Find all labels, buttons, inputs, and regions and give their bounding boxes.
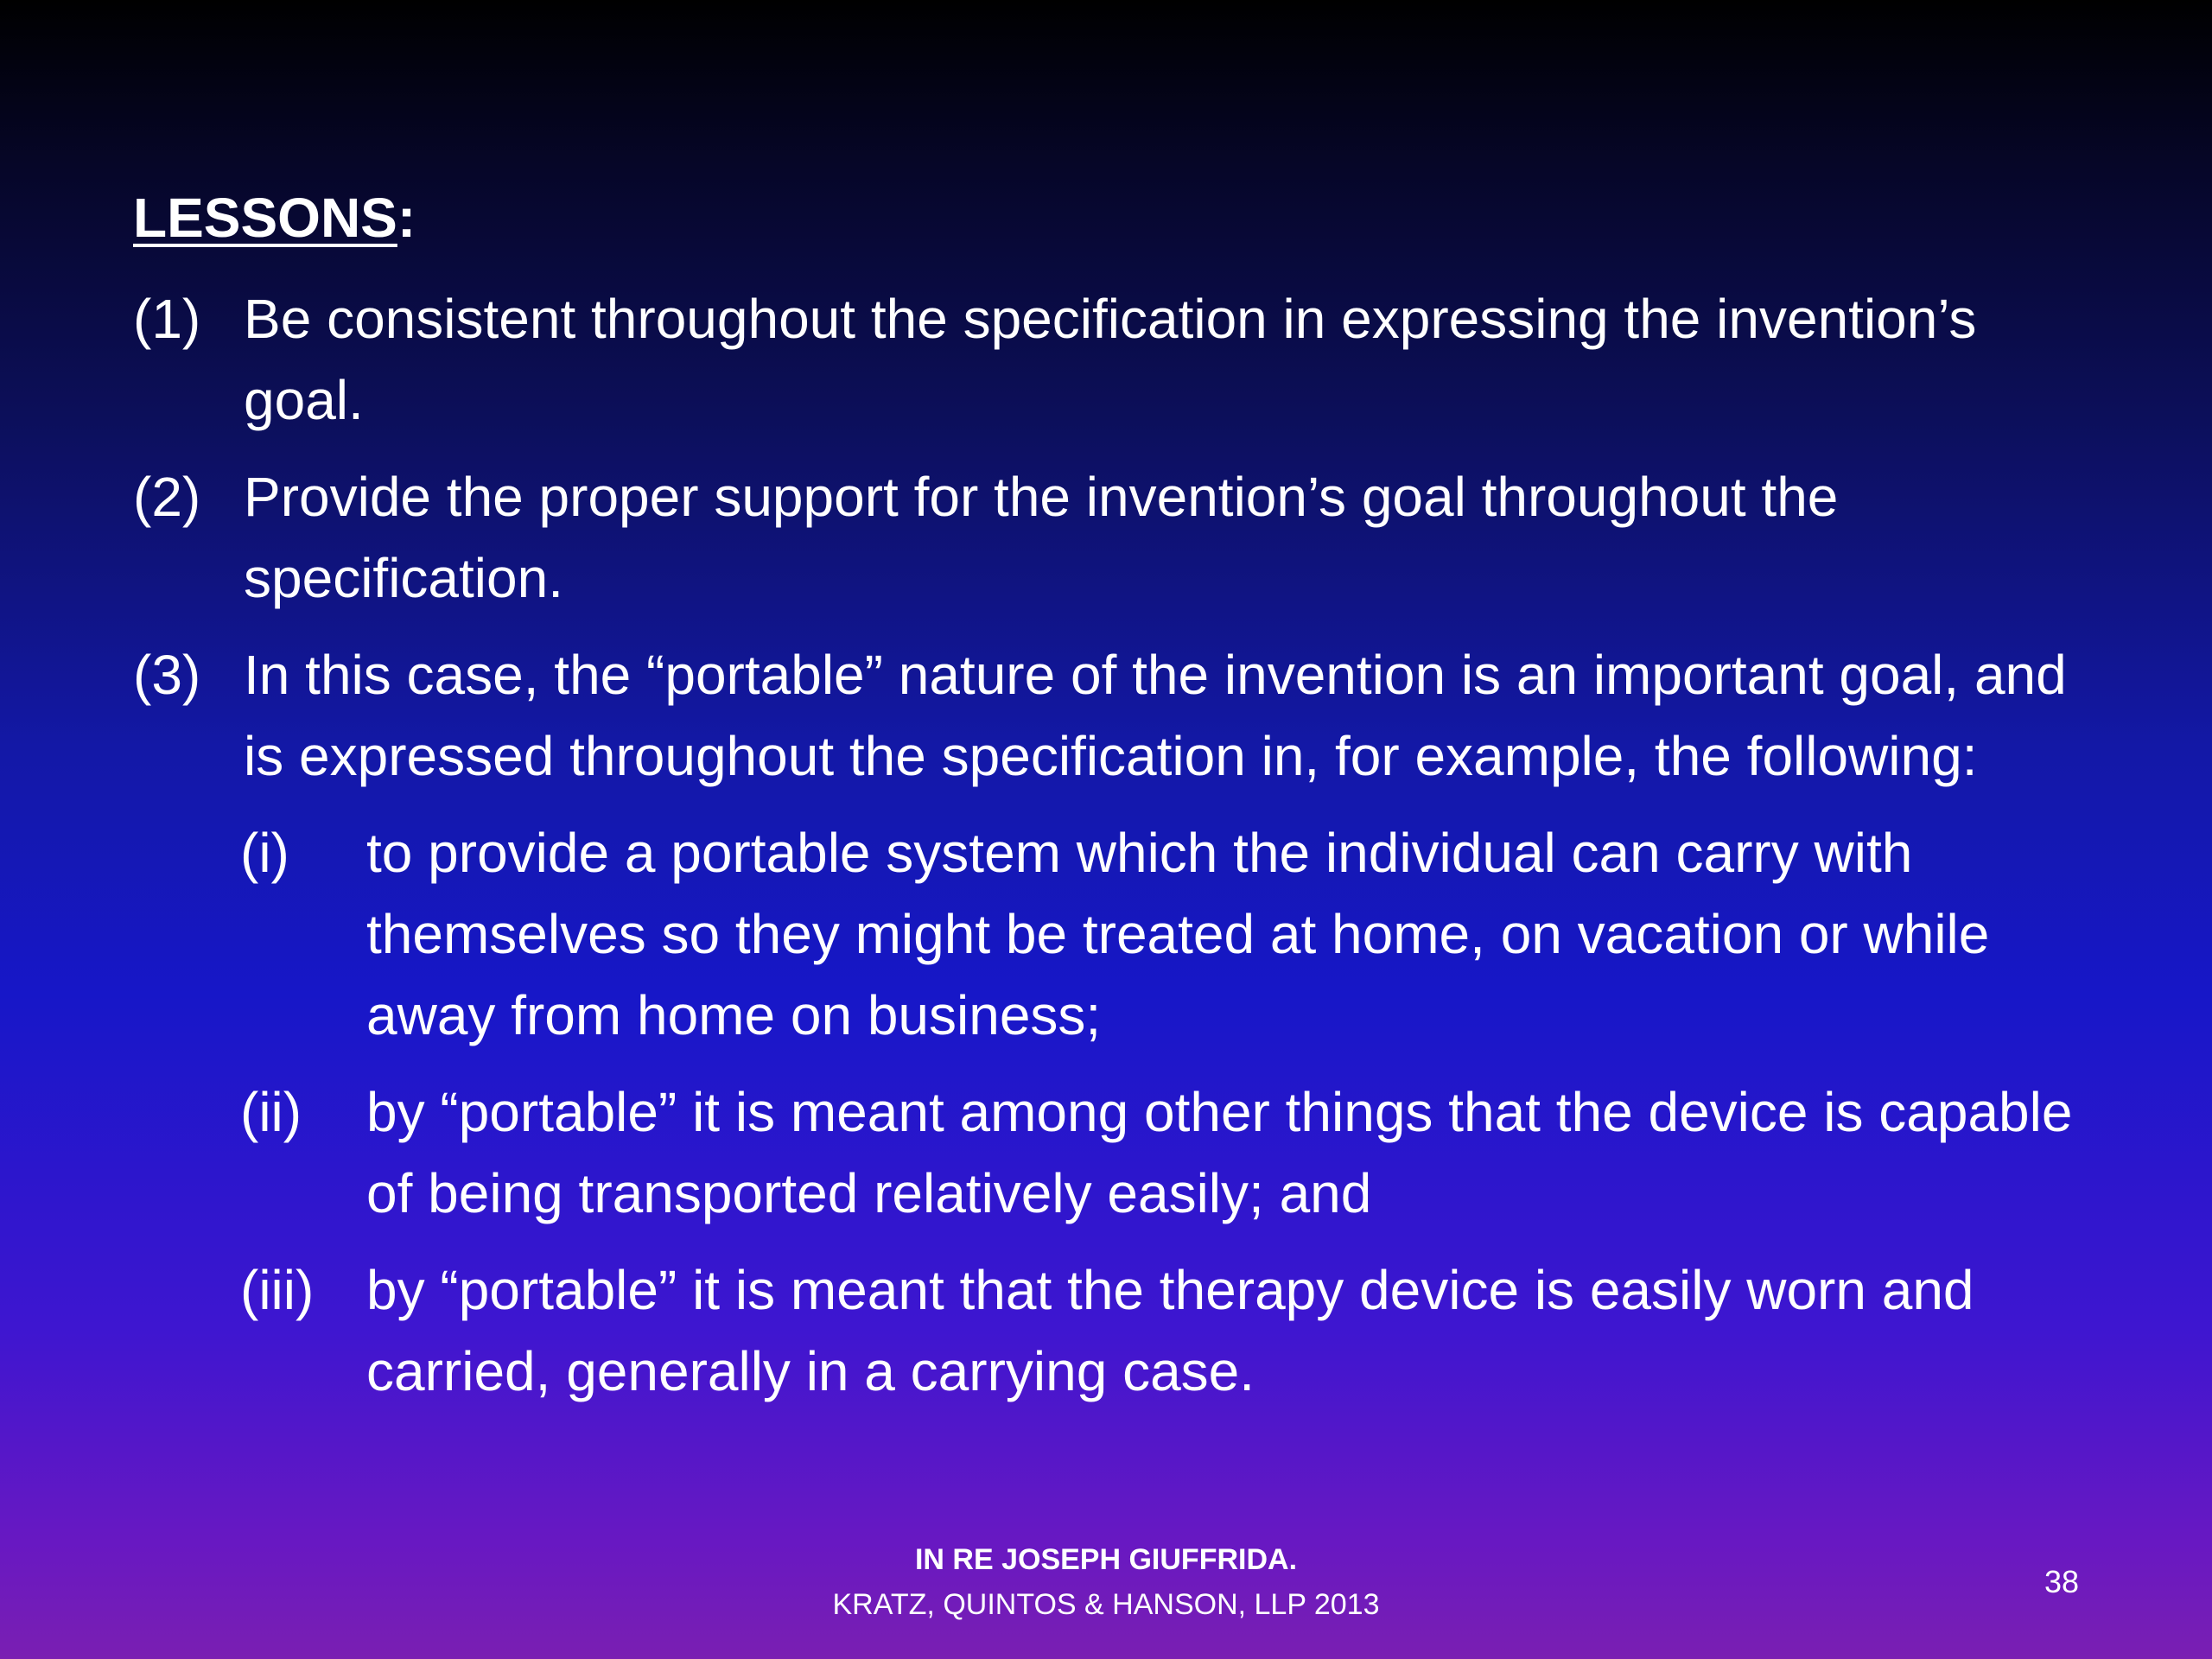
subitem-text: by “portable” it is meant among other things that the device is capable of being transported relatively easily; and (366, 1081, 2073, 1224)
item-body (240, 634, 2094, 1427)
list-item (133, 278, 2094, 441)
item-number: (1) (133, 288, 201, 350)
footer-firm: KRATZ, QUINTOS & HANSON, LLP 2013 (832, 1588, 1380, 1621)
subitem-text: to provide a portable system which the individual can carry with themselves so they might be treated at home, on vacation or while away from home on business; (366, 822, 1990, 1046)
sub-list (240, 812, 2094, 1412)
sub-list-item (240, 812, 2094, 1056)
item-number: (2) (133, 466, 201, 528)
subitem-text: by “portable” it is meant that the therapy device is easily worn and carried, generally in a carrying case. (366, 1259, 1974, 1402)
subitem-number: (ii) (240, 1081, 302, 1143)
lessons-list (133, 278, 2094, 1443)
item-text: Provide the proper support for the invention’s goal throughout the specification. (244, 466, 1839, 609)
slide-heading (133, 183, 416, 252)
sub-list-item (240, 1249, 2094, 1412)
heading-colon: : (397, 187, 416, 249)
item-text: In this case, the “portable” nature of the invention is an important goal, and is expressed throughout the specification in, for example, the following: (244, 644, 2067, 787)
list-item (133, 456, 2094, 619)
subitem-number: (i) (240, 822, 289, 884)
footer-case-title: IN RE JOSEPH GIUFFRIDA. (914, 1543, 1298, 1576)
heading-text: LESSONS (133, 187, 397, 249)
list-item (133, 634, 2094, 1427)
subitem-number: (iii) (240, 1259, 315, 1321)
item-number: (3) (133, 644, 201, 706)
item-text: Be consistent throughout the specification in expressing the invention’s goal. (244, 288, 1977, 431)
page-number: 38 (2044, 1564, 2079, 1599)
sub-list-item (240, 1071, 2094, 1234)
